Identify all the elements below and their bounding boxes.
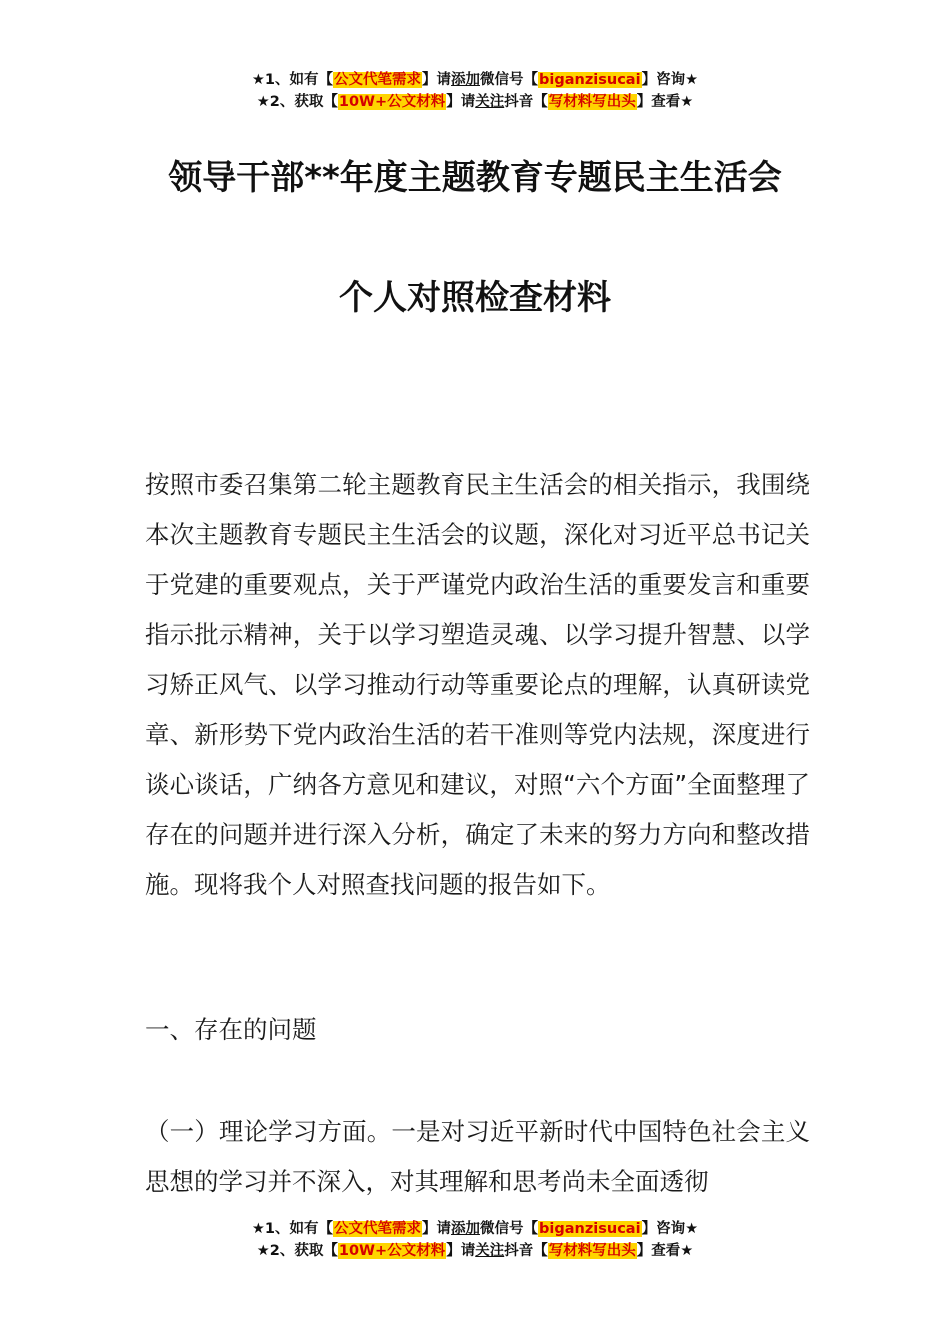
banner-douyin-id: 写材料写出头 [548,94,636,110]
document-body [145,460,810,910]
banner-text: 】查看★ [636,1243,694,1259]
banner-line-2 [0,91,950,113]
banner-text: 】咨询★ [641,1221,699,1237]
intro-paragraph: 按照市委召集第二轮主题教育民主生活会的相关指示，我围绕本次主题教育专题民主生活会的议题，深化对习近平总书记关于党建的重要观点，关于严谨党内政治生活的重要发言和重要指示批示精神，关于以学习塑造灵魂、以学习提升智慧、以学习矫正风气、以学习推动行动等重要论点的理解，认真研读党章、新形势下党内政治生活的若干准则等党内法规，深度进行谈心谈话，广纳各方意见和建议，对照“六个方面”全面整理了存在的问题并进行深入分析，确定了未来的努力方向和整改措施。现将我个人对照查找问题的报告如下。 [145,470,810,899]
section-1-heading: 一、存在的问题 [145,1015,317,1044]
document-title-line-1: 领导干部**年度主题教育专题民主生活会 [168,158,782,198]
header-banner [0,69,950,113]
banner-text: 】查看★ [636,94,694,110]
banner-douyin-id: 写材料写出头 [548,1243,636,1259]
banner-highlight: 10W+公文材料 [338,1243,446,1259]
banner-text: 】请 [422,1221,452,1237]
banner-text: 抖音【 [504,94,548,110]
banner-text: 】请 [422,72,452,88]
banner-text: 】请 [446,1243,476,1259]
section-1-paragraph-1: （一）理论学习方面。一是对习近平新时代中国特色社会主义思想的学习并不深入，对其理解和思考尚未全面透彻 [145,1117,810,1196]
banner-wechat-id: biganzisucai [539,72,641,88]
footer-banner [0,1218,950,1262]
banner-text: ★1、如有【 [251,1221,334,1237]
document-title-line-2: 个人对照检查材料 [339,278,611,318]
banner-highlight: 10W+公文材料 [338,94,446,110]
banner-text: ★1、如有【 [251,72,334,88]
banner-underlined-text: 添加 [451,1221,481,1237]
banner-line-1 [0,1218,950,1240]
section-1-heading-block [145,1005,810,1055]
banner-underlined-text: 关注 [475,94,505,110]
banner-line-2 [0,1240,950,1262]
banner-text: 微信号【 [480,72,539,88]
banner-highlight: 公文代笔需求 [334,1221,422,1237]
banner-text: 】请 [446,94,476,110]
banner-underlined-text: 添加 [451,72,481,88]
banner-text: 抖音【 [504,1243,548,1259]
banner-line-1 [0,69,950,91]
banner-underlined-text: 关注 [475,1243,505,1259]
banner-text: 微信号【 [480,1221,539,1237]
banner-text: ★2、获取【 [256,1243,338,1259]
banner-highlight: 公文代笔需求 [334,72,422,88]
banner-text: ★2、获取【 [256,94,338,110]
section-1-block [145,1107,810,1207]
banner-text: 】咨询★ [641,72,699,88]
banner-wechat-id: biganzisucai [539,1221,641,1237]
